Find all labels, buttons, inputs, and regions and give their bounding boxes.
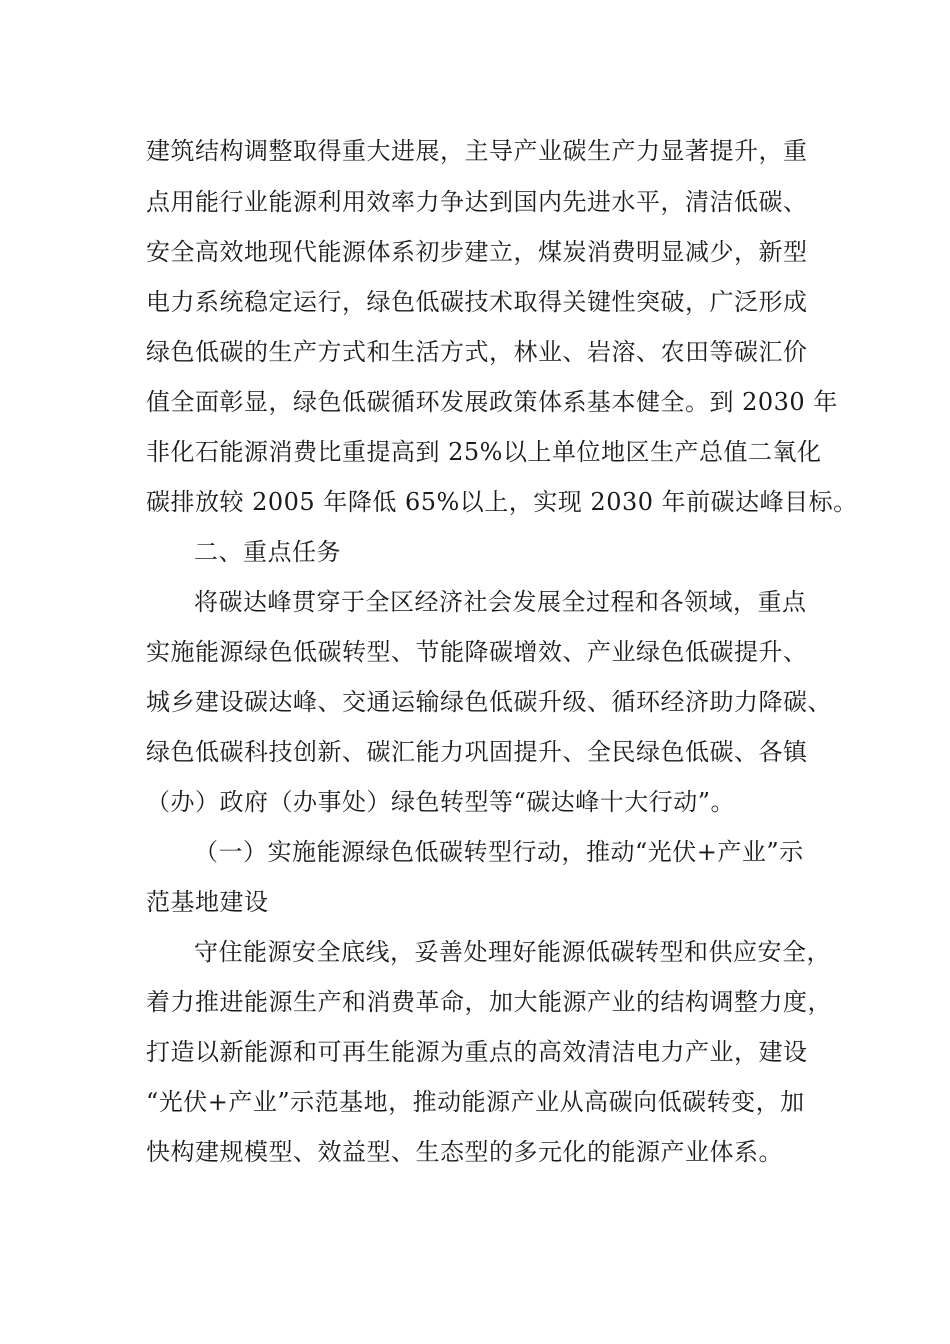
paragraph-line: 电力系统稳定运行，绿色低碳技术取得关键性突破，广泛形成 bbox=[146, 288, 808, 316]
paragraph-line: 快构建规模型、效益型、生态型的多元化的能源产业体系。 bbox=[146, 1138, 783, 1166]
paragraph-line: 建筑结构调整取得重大进展，主导产业碳生产力显著提升，重 bbox=[146, 137, 808, 165]
subsection-heading: （一）实施能源绿色低碳转型行动，推动“光伏+产业”示 bbox=[194, 838, 804, 866]
subsection-heading: 范基地建设 bbox=[146, 888, 269, 916]
paragraph-line: 绿色低碳的生产方式和生活方式，林业、岩溶、农田等碳汇价 bbox=[146, 338, 808, 366]
paragraph-line: 城乡建设碳达峰、交通运输绿色低碳升级、循环经济助力降碳、 bbox=[146, 688, 832, 716]
paragraph-line: 实施能源绿色低碳转型、节能降碳增效、产业绿色低碳提升、 bbox=[146, 638, 808, 666]
paragraph-line: 着力推进能源生产和消费革命，加大能源产业的结构调整力度， bbox=[146, 988, 832, 1016]
paragraph-line: 绿色低碳科技创新、碳汇能力巩固提升、全民绿色低碳、各镇 bbox=[146, 738, 808, 766]
paragraph-line: 守住能源安全底线，妥善处理好能源低碳转型和供应安全， bbox=[194, 938, 831, 966]
paragraph-line: 点用能行业能源利用效率力争达到国内先进水平，清洁低碳、 bbox=[146, 188, 808, 216]
section-heading: 二、重点任务 bbox=[194, 538, 341, 566]
paragraph-line: （办）政府（办事处）绿色转型等“碳达峰十大行动”。 bbox=[146, 788, 736, 816]
paragraph-line: 安全高效地现代能源体系初步建立，煤炭消费明显减少，新型 bbox=[146, 238, 808, 266]
paragraph-line: 将碳达峰贯穿于全区经济社会发展全过程和各领域，重点 bbox=[194, 588, 807, 616]
paragraph-line: 值全面彰显，绿色低碳循环发展政策体系基本健全。到 2030 年 bbox=[146, 388, 838, 416]
paragraph-line: “光伏+产业”示范基地，推动能源产业从高碳向低碳转变，加 bbox=[146, 1088, 805, 1116]
paragraph-line: 打造以新能源和可再生能源为重点的高效清洁电力产业，建设 bbox=[146, 1038, 808, 1066]
paragraph-line: 非化石能源消费比重提高到 25%以上单位地区生产总值二氧化 bbox=[146, 438, 822, 466]
paragraph-line: 碳排放较 2005 年降低 65%以上，实现 2030 年前碳达峰目标。 bbox=[146, 488, 858, 516]
